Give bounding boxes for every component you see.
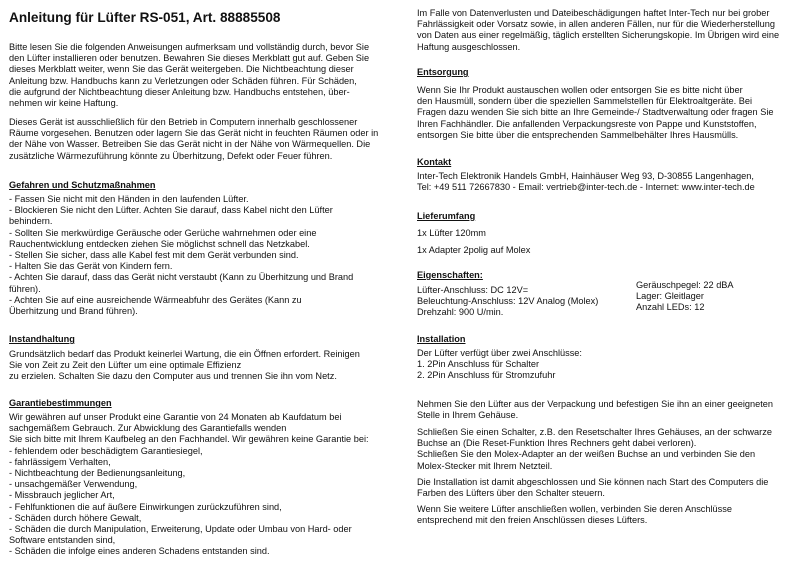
installation-step-mount: Nehmen Sie den Lüfter aus der Verpackung und befestigen Sie ihn an einer geeigneten Stelle in Ihrem Gehäuse. (417, 399, 774, 421)
installation-step-connect: Schließen Sie einen Schalter, z.B. den Resetschalter Ihres Gehäuses, an der schwarze Buchse an (Die Reset-Funktion Ihres Rechners geht dabei verloren). Schließen Sie den Molex-Adapter an der weißen Buchse an und verbinden Sie den Molex-Stecker mit Ihrem Netzteil. (417, 427, 772, 471)
disposal-heading: Entsorgung (417, 67, 469, 77)
installation-heading: Installation (417, 334, 466, 344)
danger-heading: Gefahren und Schutzmaßnahmen (9, 180, 156, 190)
disposal-paragraph: Wenn Sie Ihr Produkt austauschen wollen oder entsorgen Sie es bitte nicht über den Hausmüll, sondern über die speziellen Sammelstellen für Elektroaltgeräte. Bei Fragen dazu wenden Sie sich bitte an Ihre Gemeinde-/ Stadtverwaltung oder fragen Sie Ihren Fachhändler. Die anfallenden Verpackungsreste von Pappe und Kunststoffen, entsorgen Sie bitte über die entsprechenden Sammelbehälter Ihres Hausmülls. (417, 85, 774, 140)
warranty-paragraph: Wir gewähren auf unser Produkt eine Garantie von 24 Monaten ab Kaufdatum bei sachgemäßem Gebrauch. Zur Abwicklung des Garantiefalls wenden Sie sich bitte mit Ihrem Kaufbeleg an den Fachhandel. Wir gewähren keine Garantie bei: - fehlendem oder beschädigtem Garantiesiegel, - fahrlässigem Verhalten, - Nichtbeachtung der Bedienungsanleitung, - unsachgemäßer Verwendung, - Missbrauch jeglicher Art, - Fehlfunktionen die auf äußere Einwirkungen zurückzuführen sind, - Schäden durch höhere Gewalt, - Schäden die durch Manipulation, Erweiterung, Update oder Umbau von Hard- oder Software entstanden sind, - Schäden die infolge eines anderen Schadens entstanden sind. (9, 412, 369, 557)
contact-heading: Kontakt (417, 157, 452, 167)
properties-heading: Eigenschaften: (417, 270, 483, 280)
liability-paragraph: Im Falle von Datenverlusten und Dateibeschädigungen haftet Inter-Tech nur bei grober Fahrlässigkeit oder Vorsatz sowie, in allen anderen Fällen, nur für die Wiederherstellung von Daten aus einer regelmäßig, täglich erstellten Sicherungskopie. Im Übrigen wird eine Haftung ausgeschlossen. (417, 8, 780, 52)
danger-list: - Fassen Sie nicht mit den Händen in den laufenden Lüfter. - Blockieren Sie nicht den Lüfter. Achten Sie darauf, dass Kabel nicht den Lüfter behindern. - Sollten Sie merkwürdige Geräusche oder Gerüche wahrnehmen oder eine Rauchentwicklung entdecken ziehen Sie möglichst schnell das Netzkabel. - Stellen Sie sicher, dass alle Kabel fest mit dem Gerät verbunden sind. - Halten Sie das Gerät von Kindern fern. - Achten Sie darauf, dass das Gerät nicht verstaubt (Kann zu Überhitzung und Brand führen). - Achten Sie auf eine ausreichende Wärmeabfuhr des Gerätes (Kann zu Überhitzung und Brand führen). (9, 194, 354, 317)
intro-paragraph: Bitte lesen Sie die folgenden Anweisungen aufmerksam und vollständig durch, bevor Sie den Lüfter installieren oder benutzen. Bewahren Sie dieses Merkblatt gut auf. Geben Sie dieses Merkblatt weiter, wenn Sie das Gerät weitergeben. Die Nichtbeachtung dieser Anleitung bzw. Handbuchs kann zu Verletzungen oder Schäden führen. Für Schäden, die aufgrund der Nichtbeachtung dieser Anleitung bzw. Handbuchs entstehen, über- nehmen wir keine Haftung. (9, 42, 370, 109)
scope-heading: Lieferumfang (417, 211, 476, 221)
warranty-heading: Garantiebestimmungen (9, 398, 112, 408)
maintenance-paragraph: Grundsätzlich bedarf das Produkt keinerlei Wartung, die ein Öffnen erfordert. Reinigen Sie von Zeit zu Zeit den Lüfter um eine optimale Effizienz zu erzielen. Schalten Sie dazu den Computer aus und trennen Sie ihn vom Netz. (9, 349, 360, 382)
installation-connectors: Der Lüfter verfügt über zwei Anschlüsse: 1. 2Pin Anschluss für Schalter 2. 2Pin Anschluss für Stromzufuhr (417, 348, 582, 381)
properties-right: Geräuschpegel: 22 dBA Lager: Gleitlager Anzahl LEDs: 12 (636, 280, 734, 313)
document-title: Anleitung für Lüfter RS-051, Art. 88885508 (9, 10, 281, 25)
scope-item: 1x Lüfter 120mm (417, 228, 486, 238)
usage-paragraph: Dieses Gerät ist ausschließlich für den Betrieb in Computern innerhalb geschlossener Räume vorgesehen. Benutzen oder lagern Sie das Gerät nicht in feuchten Räumen oder in der Nähe von Wasser. Betreiben Sie das Gerät nicht in der Nähe von Wärmequellen. Die zusätzliche Wärmezuführung könnte zu Überhitzung, Defekt oder Feuer führen. (9, 117, 379, 161)
installation-step-finish: Die Installation ist damit abgeschlossen und Sie können nach Start des Computers die Farben des Lüfters über den Schalter steuern. (417, 477, 769, 499)
installation-more-fans: Wenn Sie weitere Lüfter anschließen wollen, verbinden Sie deren Anschlüsse entsprechend mit den freien Anschlüssen dieses Lüfters. (417, 504, 732, 526)
contact-paragraph: Inter-Tech Elektronik Handels GmbH, Hainhäuser Weg 93, D-30855 Langenhagen, Tel: +49 511 72667830 - Email: vertrieb@inter-tech.de - Internet: www.inter-tech.de (417, 171, 755, 193)
properties-left: Lüfter-Anschluss: DC 12V= Beleuchtung-Anschluss: 12V Analog (Molex) Drehzahl: 900 U/min. (417, 285, 599, 318)
scope-item: 1x Adapter 2polig auf Molex (417, 245, 531, 255)
maintenance-heading: Instandhaltung (9, 334, 75, 344)
